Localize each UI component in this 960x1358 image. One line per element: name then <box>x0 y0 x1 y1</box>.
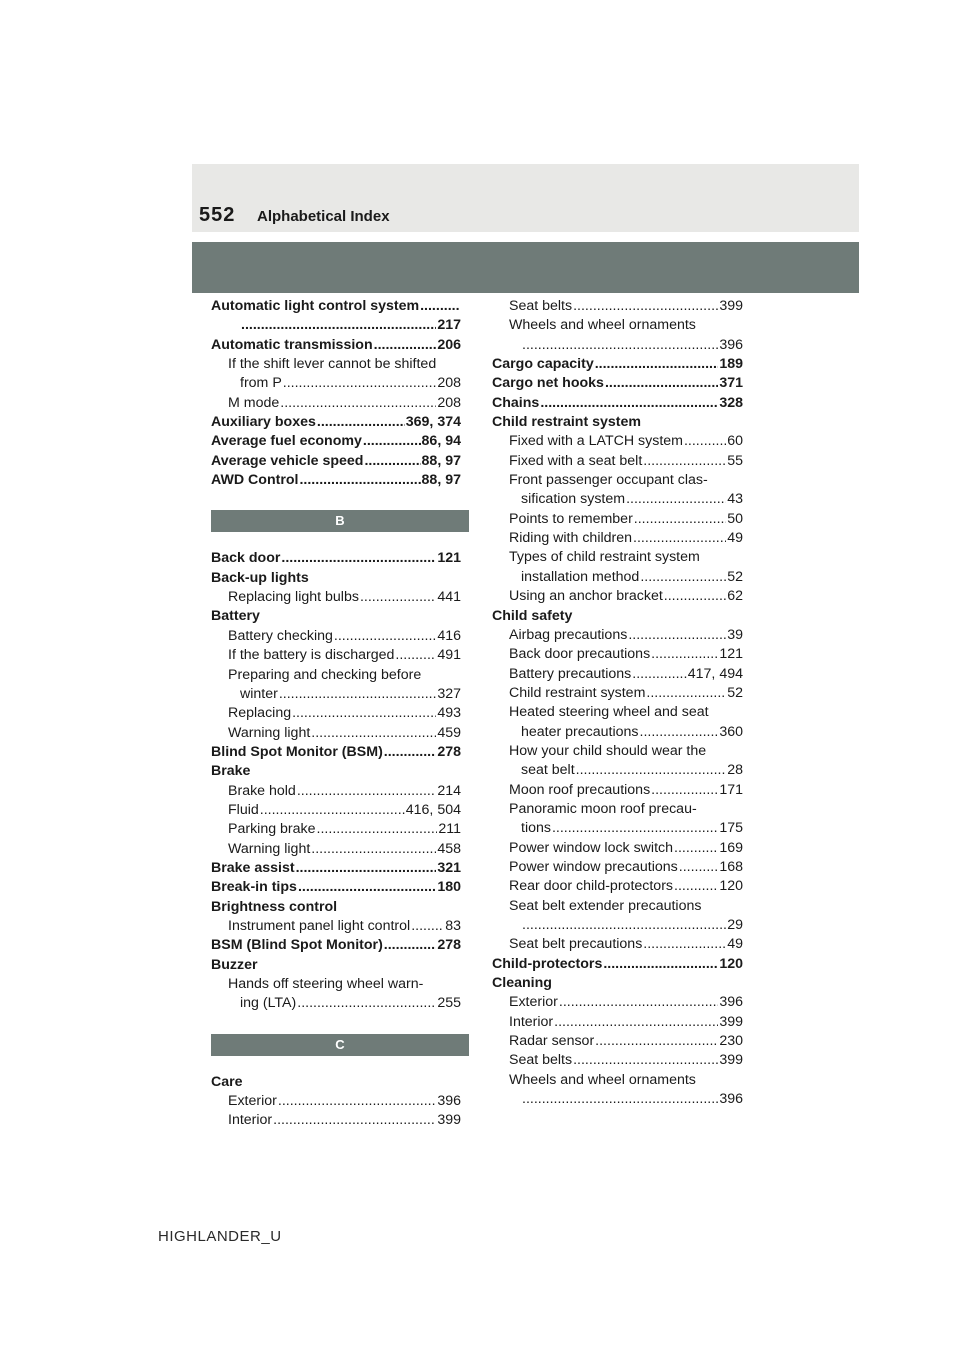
index-subentry[interactable] <box>492 510 743 529</box>
index-entry[interactable] <box>211 936 461 955</box>
index-subentry[interactable] <box>492 723 743 742</box>
entry-label: Power window lock switch <box>509 839 674 856</box>
page-reference[interactable]: 214 <box>437 782 461 799</box>
index-subentry[interactable] <box>492 568 743 587</box>
dot-leader <box>522 1090 718 1109</box>
index-entry[interactable] <box>492 394 743 413</box>
dot-leader <box>260 801 405 820</box>
index-subentry[interactable] <box>211 782 461 801</box>
entry-label: Instrument panel light control <box>228 917 411 934</box>
index-heading: Child safety <box>492 607 573 624</box>
entry-label: Cargo capacity <box>492 356 594 373</box>
page-reference[interactable]: 52 <box>727 684 743 701</box>
page-reference[interactable]: 399 <box>719 298 743 314</box>
section-letter-c: C <box>211 1034 469 1056</box>
entry-label: Warning light <box>228 840 311 857</box>
entry-label: winter <box>240 685 278 702</box>
index-entry[interactable] <box>211 743 461 762</box>
page-reference[interactable]: 60 <box>727 433 743 450</box>
dot-leader <box>296 859 437 878</box>
page-reference[interactable]: 278 <box>437 743 461 760</box>
header-band <box>192 242 859 293</box>
entry-label: Average vehicle speed <box>211 452 364 469</box>
index-subentry[interactable] <box>492 490 743 509</box>
index-subentry: Front passenger occupant clas- <box>509 472 708 489</box>
index-entry[interactable] <box>211 297 461 316</box>
page-reference[interactable]: 49 <box>727 530 743 547</box>
index-subentry[interactable] <box>492 781 743 800</box>
page-reference[interactable]: 121 <box>437 550 461 567</box>
entry-label: sification system <box>521 491 626 508</box>
index-subentry: Seat belt extender precautions <box>509 897 702 914</box>
index-heading: Back-up lights <box>211 569 309 586</box>
index-entry[interactable] <box>211 336 461 355</box>
dot-leader <box>411 917 444 936</box>
page-reference[interactable]: 493 <box>437 705 461 722</box>
entry-label: Child-protectors <box>492 955 603 972</box>
index-subentry: If the shift lever cannot be shifted <box>228 356 437 373</box>
entry-label: Back door precautions <box>509 646 651 663</box>
index-subentry[interactable] <box>211 917 461 936</box>
entry-label: Battery checking <box>228 627 333 644</box>
dot-leader <box>297 994 436 1013</box>
dot-leader <box>643 452 726 471</box>
index-subentry[interactable] <box>211 316 461 335</box>
index-entry[interactable] <box>211 878 461 897</box>
page-reference[interactable]: 328 <box>719 394 743 411</box>
index-subentry[interactable] <box>492 761 743 780</box>
page-reference[interactable]: 52 <box>727 568 743 585</box>
page-reference[interactable]: 360 <box>719 723 743 740</box>
entry-label: Seat belts <box>509 298 573 314</box>
dot-leader <box>283 374 437 393</box>
entry-label: heater precautions <box>521 723 639 740</box>
entry-label: Fixed with a seat belt <box>509 452 643 469</box>
dot-leader <box>317 413 405 432</box>
dot-leader <box>299 471 420 490</box>
index-heading: Buzzer <box>211 956 258 973</box>
index-subentry: Heated steering wheel and seat <box>509 704 709 721</box>
entry-label: Airbag precautions <box>509 626 628 643</box>
page-reference[interactable]: 86, 94 <box>421 433 461 450</box>
dot-leader <box>374 336 437 355</box>
index-heading: Brake <box>211 763 251 780</box>
index-subentry[interactable] <box>211 588 461 607</box>
page-reference[interactable]: 458 <box>437 840 461 857</box>
dot-leader <box>334 627 436 646</box>
dot-leader <box>363 432 421 451</box>
index-subentry: Preparing and checking before <box>228 666 422 683</box>
dot-leader <box>559 993 718 1012</box>
entry-label: Replacing light bulbs <box>228 589 359 606</box>
page-reference[interactable]: 459 <box>437 724 461 741</box>
entry-label: Back door <box>211 550 281 567</box>
entry-label: If the battery is discharged <box>228 647 395 664</box>
index-subentry[interactable] <box>492 587 743 606</box>
index-subentry[interactable] <box>492 297 743 316</box>
entry-label: Fixed with a LATCH system <box>509 433 683 450</box>
section-spacer <box>211 532 461 549</box>
index-entry[interactable] <box>211 452 461 471</box>
page-reference[interactable]: 50 <box>727 510 743 527</box>
index-entry[interactable] <box>211 549 461 568</box>
index-subentry[interactable] <box>492 993 743 1012</box>
page-reference[interactable]: 327 <box>437 685 461 702</box>
page-reference[interactable]: 321 <box>437 859 461 876</box>
index-entry[interactable] <box>492 355 743 374</box>
index-column-left <box>211 297 461 1131</box>
entry-label: M mode <box>228 394 280 411</box>
page-reference[interactable]: 43 <box>727 491 743 508</box>
dot-leader <box>298 878 436 897</box>
entry-label: Replacing <box>228 705 292 722</box>
page-title: Alphabetical Index <box>257 208 390 225</box>
index-subentry[interactable] <box>492 336 743 355</box>
dot-leader <box>540 394 718 413</box>
index-subentry[interactable] <box>211 801 461 820</box>
entry-label: Warning light <box>228 724 311 741</box>
dot-leader <box>522 916 726 935</box>
page-reference[interactable]: 88, 97 <box>421 472 461 489</box>
dot-leader <box>632 665 687 684</box>
index-subentry[interactable] <box>211 394 461 413</box>
index-subentry: Panoramic moon roof precau- <box>509 800 697 817</box>
entry-label: Moon roof precautions <box>509 781 651 798</box>
page-reference[interactable]: 369, 374 <box>405 414 461 431</box>
dot-leader <box>420 297 460 316</box>
index-subentry[interactable] <box>211 646 461 665</box>
entry-label: installation method <box>521 568 640 585</box>
entry-label: Auxiliary boxes <box>211 414 316 431</box>
dot-leader <box>364 452 420 471</box>
dot-leader <box>522 336 718 355</box>
dot-leader <box>552 819 718 838</box>
section-spacer <box>211 490 461 510</box>
index-subentry: Types of child restraint system <box>509 549 700 566</box>
index-subentry[interactable] <box>492 684 743 703</box>
index-subentry[interactable] <box>492 645 743 664</box>
page-reference[interactable]: 371 <box>719 375 743 392</box>
dot-leader <box>628 626 726 645</box>
index-subentry[interactable] <box>492 839 743 858</box>
page-number: 552 <box>199 204 236 226</box>
entry-label: AWD Control <box>211 472 299 489</box>
dot-leader <box>384 936 437 955</box>
index-entry[interactable] <box>211 859 461 878</box>
dot-leader <box>279 685 436 704</box>
index-entry[interactable] <box>211 413 461 432</box>
entry-label: Average fuel economy <box>211 433 362 450</box>
dot-leader <box>664 587 726 606</box>
index-subentry[interactable] <box>492 432 743 451</box>
index-subentry[interactable] <box>492 665 743 684</box>
page-reference[interactable]: 49 <box>727 936 743 953</box>
dot-leader <box>605 374 718 393</box>
page-reference[interactable]: 208 <box>437 375 461 392</box>
index-column-right <box>492 297 743 1109</box>
index-subentry: How your child should wear the <box>509 742 707 759</box>
dot-leader <box>640 723 719 742</box>
dot-leader <box>360 588 436 607</box>
dot-leader <box>573 297 718 316</box>
dot-leader <box>626 490 726 509</box>
index-subentry[interactable] <box>211 374 461 393</box>
page-reference[interactable]: 189 <box>719 356 743 373</box>
page-reference[interactable]: 441 <box>437 589 461 606</box>
dot-leader <box>651 645 718 664</box>
entry-label: Automatic transmission <box>211 336 373 353</box>
entry-label: Seat belt precautions <box>509 936 643 953</box>
index-heading: Child restraint system <box>492 414 642 431</box>
entry-label: seat belt <box>521 762 575 779</box>
index-subentry[interactable] <box>211 1092 461 1111</box>
dot-leader <box>280 394 436 413</box>
dot-leader <box>674 877 718 896</box>
page-reference[interactable]: 120 <box>719 955 743 972</box>
page-reference[interactable]: 255 <box>437 995 461 1012</box>
index-subentry: Wheels and wheel ornaments <box>509 1071 696 1088</box>
entry-label: Brake assist <box>211 859 295 876</box>
entry-label: Exterior <box>228 1093 277 1110</box>
page-reference[interactable]: 417, 494 <box>687 665 743 682</box>
index-subentry[interactable] <box>492 877 743 896</box>
page-reference[interactable]: 416 <box>437 627 461 644</box>
page-reference[interactable]: 180 <box>437 879 461 896</box>
dot-leader <box>311 840 436 859</box>
index-entry[interactable] <box>492 374 743 393</box>
entry-label: Battery precautions <box>509 665 632 682</box>
page-reference[interactable]: 396 <box>719 1091 743 1108</box>
index-subentry[interactable] <box>492 1090 743 1109</box>
page-reference[interactable]: 230 <box>719 1033 743 1050</box>
dot-leader <box>684 432 726 451</box>
dot-leader <box>633 529 726 548</box>
entry-label: Radar sensor <box>509 1033 595 1050</box>
page-reference[interactable]: 28 <box>727 762 743 779</box>
entry-label: Parking brake <box>228 821 316 838</box>
index-heading: Care <box>211 1073 243 1090</box>
entry-label: Rear door child-protectors <box>509 878 674 895</box>
page-reference[interactable]: 121 <box>719 646 743 663</box>
entry-label: Break-in tips <box>211 879 297 896</box>
page-reference[interactable]: 208 <box>437 394 461 411</box>
dot-leader <box>573 1051 718 1070</box>
index-subentry[interactable] <box>492 1032 743 1051</box>
section-letter-b: B <box>211 510 469 532</box>
entry-label: Points to remember <box>509 510 633 527</box>
page-reference[interactable]: 211 <box>438 821 461 838</box>
index-heading: Battery <box>211 608 260 625</box>
dot-leader <box>384 743 437 762</box>
dot-leader <box>311 724 436 743</box>
index-subentry[interactable] <box>492 626 743 645</box>
entry-label: Chains <box>492 394 540 411</box>
index-entry[interactable] <box>211 471 461 490</box>
index-subentry[interactable] <box>211 1111 461 1130</box>
dot-leader <box>603 955 718 974</box>
page-reference[interactable]: 120 <box>719 878 743 895</box>
dot-leader <box>317 820 438 839</box>
entry-label: Interior <box>509 1013 554 1030</box>
dot-leader <box>640 568 726 587</box>
index-subentry[interactable] <box>492 452 743 471</box>
page-reference[interactable]: 206 <box>437 336 461 353</box>
entry-label: Child restraint system <box>509 684 646 701</box>
page-reference[interactable]: 396 <box>719 336 743 353</box>
entry-label: ing (LTA) <box>240 995 297 1012</box>
dot-leader <box>679 858 719 877</box>
dot-leader <box>278 1092 436 1111</box>
entry-label: Using an anchor bracket <box>509 588 663 605</box>
index-subentry: Wheels and wheel ornaments <box>509 317 696 334</box>
page-reference[interactable]: 83 <box>445 917 461 934</box>
page-reference[interactable]: 39 <box>727 626 743 643</box>
index-subentry[interactable] <box>492 916 743 935</box>
index-subentry[interactable] <box>211 840 461 859</box>
page-reference[interactable]: 416, 504 <box>405 801 461 818</box>
dot-leader <box>651 781 718 800</box>
dot-leader <box>576 761 727 780</box>
index-entry[interactable] <box>492 955 743 974</box>
dot-leader <box>634 510 726 529</box>
page-reference[interactable]: 168 <box>719 858 743 875</box>
index-subentry[interactable] <box>492 935 743 954</box>
entry-label: Exterior <box>509 994 558 1011</box>
entry-label: from P <box>240 375 282 392</box>
section-spacer <box>211 1056 461 1073</box>
dot-leader <box>281 549 436 568</box>
entry-label: Cargo net hooks <box>492 375 604 392</box>
page-reference[interactable]: 171 <box>719 781 743 798</box>
entry-label: tions <box>521 820 551 837</box>
dot-leader <box>297 782 437 801</box>
section-spacer <box>211 1014 461 1034</box>
page-reference[interactable]: 491 <box>437 647 461 664</box>
dot-leader <box>595 1032 718 1051</box>
index-subentry[interactable] <box>211 704 461 723</box>
dot-leader <box>395 646 436 665</box>
entry-label: Power window precautions <box>509 858 678 875</box>
dot-leader <box>646 684 726 703</box>
page-reference[interactable]: 175 <box>719 820 743 837</box>
entry-label: Brake hold <box>228 782 296 799</box>
page-reference[interactable]: 55 <box>727 452 743 469</box>
page-reference[interactable]: 399 <box>437 1112 461 1129</box>
index-subentry: Hands off steering wheel warn- <box>228 976 424 992</box>
entry-label: Blind Spot Monitor (BSM) <box>211 743 383 760</box>
index-subentry[interactable] <box>492 1051 743 1070</box>
dot-leader <box>554 1013 718 1032</box>
page-reference[interactable]: 169 <box>719 839 743 856</box>
page-reference[interactable]: 278 <box>437 937 461 954</box>
footer-model-code: HIGHLANDER_U <box>158 1228 282 1245</box>
dot-leader <box>292 704 436 723</box>
entry-label: Fluid <box>228 801 259 818</box>
index-subentry[interactable] <box>492 529 743 548</box>
index-subentry[interactable] <box>211 994 461 1013</box>
index-subentry[interactable] <box>211 685 461 704</box>
page-reference[interactable]: 62 <box>727 588 743 605</box>
dot-leader <box>643 935 726 954</box>
index-heading: Cleaning <box>492 975 552 992</box>
entry-label: BSM (Blind Spot Monitor) <box>211 937 383 954</box>
index-subentry[interactable] <box>492 858 743 877</box>
page-reference[interactable]: 396 <box>719 994 743 1011</box>
page-reference[interactable]: 399 <box>719 1013 743 1030</box>
page-reference[interactable]: 399 <box>719 1052 743 1069</box>
page-reference[interactable]: 29 <box>727 917 743 933</box>
index-subentry[interactable] <box>492 819 743 838</box>
dot-leader <box>595 355 719 374</box>
dot-leader <box>273 1111 436 1130</box>
dot-leader <box>241 316 436 335</box>
page-reference[interactable]: 396 <box>437 1093 461 1110</box>
index-subentry[interactable] <box>211 724 461 743</box>
index-entry[interactable] <box>211 432 461 451</box>
entry-label: Riding with children <box>509 530 633 547</box>
index-heading: Brightness control <box>211 898 338 915</box>
page-reference[interactable]: 88, 97 <box>421 452 461 469</box>
index-subentry[interactable] <box>211 820 461 839</box>
entry-label: Automatic light control system <box>211 298 420 314</box>
index-subentry[interactable] <box>211 627 461 646</box>
index-subentry[interactable] <box>492 1013 743 1032</box>
entry-label: Interior <box>228 1112 273 1129</box>
dot-leader <box>674 839 718 858</box>
page-reference[interactable]: 217 <box>437 317 461 334</box>
entry-label: Seat belts <box>509 1052 573 1069</box>
